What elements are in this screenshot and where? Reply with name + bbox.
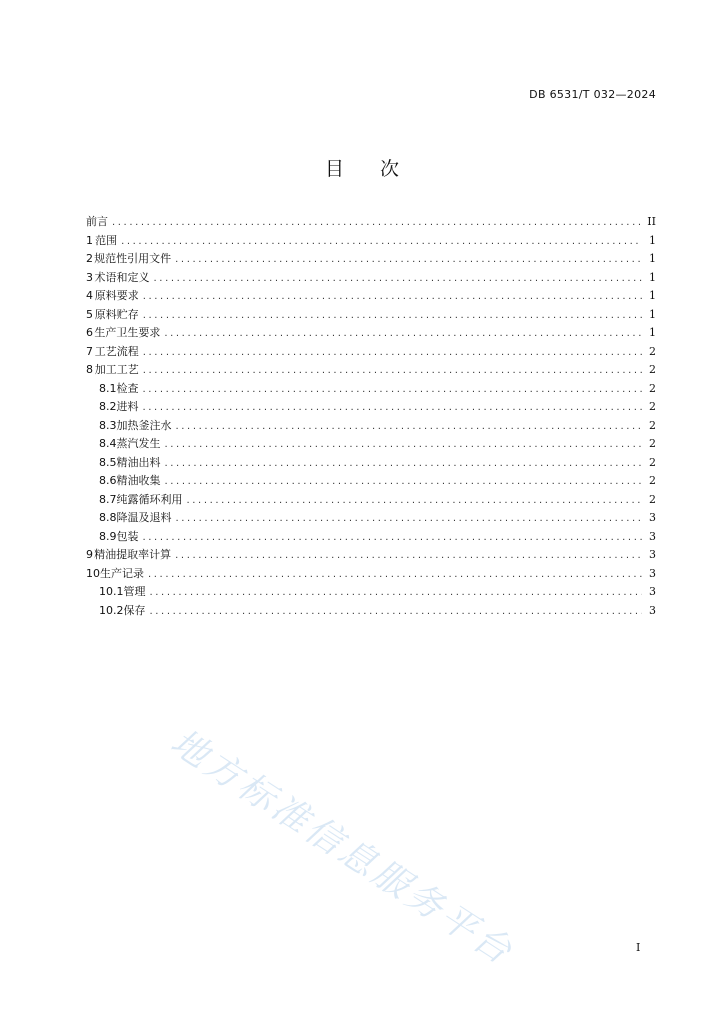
toc-dot-leader (150, 584, 643, 602)
toc-entry-page: 3 (649, 529, 656, 543)
toc-entry-label: 原料要求 (94, 289, 139, 302)
toc-entry[interactable] (86, 528, 656, 547)
toc-entry-page: 3 (649, 585, 656, 598)
toc-entry[interactable] (86, 250, 656, 269)
toc-title-char-2: 次 (380, 158, 400, 180)
toc-entry-number: 10.1 (99, 585, 124, 598)
toc-entry-label: 术语和定义 (94, 270, 150, 284)
toc-entry[interactable] (86, 361, 656, 380)
toc-entry-number: 8.8 (99, 511, 117, 524)
toc-entry[interactable] (86, 287, 656, 306)
toc-entry-label: 范围 (95, 233, 118, 247)
toc-entry-label: 前言 (86, 215, 108, 228)
toc-dot-leader (165, 436, 643, 454)
toc-entry-number: 8.1 (99, 381, 117, 395)
toc-entry-label: 原料贮存 (94, 307, 139, 321)
page-number: I (636, 941, 641, 954)
toc-entry-number: 8.6 (99, 474, 117, 487)
toc-entry-number: 8.3 (99, 418, 117, 432)
toc-entry-page: 3 (649, 566, 656, 580)
toc-entry-number: 8 (86, 363, 93, 376)
toc-entry-number: 6 (86, 326, 93, 339)
toc-entry-label: 进料 (116, 400, 139, 413)
toc-entry-label: 精油提取率计算 (94, 548, 172, 561)
toc-dot-leader (154, 270, 642, 288)
toc-entry-label: 纯露循环利用 (116, 492, 183, 506)
toc-entry-page: 1 (649, 233, 656, 247)
toc-entry-number: 2 (86, 252, 93, 265)
toc-entry-page: 2 (649, 437, 656, 450)
toc-entry[interactable] (86, 269, 656, 288)
table-of-contents (86, 213, 656, 620)
toc-dot-leader (187, 492, 643, 510)
toc-entry-number: 8.2 (99, 400, 117, 413)
toc-entry-label: 蒸汽发生 (116, 437, 161, 450)
toc-dot-leader (143, 381, 643, 399)
toc-entry-label: 检查 (116, 381, 139, 395)
toc-entry-number: 8.9 (99, 529, 117, 543)
toc-entry[interactable] (86, 509, 656, 528)
toc-entry-page: 2 (649, 363, 656, 376)
toc-entry-page: 2 (649, 400, 656, 413)
toc-entry[interactable] (86, 454, 656, 473)
toc-entry-number: 1 (86, 233, 93, 247)
toc-title-char-1: 目 (324, 158, 344, 180)
toc-entry[interactable] (86, 435, 656, 454)
toc-entry[interactable] (86, 546, 656, 565)
toc-dot-leader (121, 233, 642, 251)
toc-dot-leader (143, 362, 642, 380)
toc-dot-leader (175, 251, 642, 269)
toc-entry[interactable] (86, 213, 656, 232)
toc-entry-page: 2 (649, 381, 656, 395)
toc-dot-leader (143, 307, 642, 325)
toc-entry-number: 10.2 (99, 603, 124, 617)
toc-entry[interactable] (86, 491, 656, 510)
toc-entry[interactable] (86, 472, 656, 491)
toc-entry-page: 1 (649, 289, 656, 302)
toc-entry-page: II (647, 215, 656, 228)
toc-entry-label: 生产记录 (100, 566, 144, 580)
toc-entry-label: 规范性引用文件 (94, 252, 172, 265)
toc-entry-number: 8.4 (99, 437, 117, 450)
toc-entry-page: 3 (649, 548, 656, 561)
toc-entry-page: 3 (649, 511, 656, 524)
toc-dot-leader (175, 547, 642, 565)
toc-entry[interactable] (86, 324, 656, 343)
toc-entry-number: 8.7 (99, 492, 117, 506)
toc-entry-label: 加工工艺 (94, 363, 139, 376)
toc-entry-page: 2 (649, 344, 656, 358)
watermark: 地方标准信息服务平台 (163, 721, 522, 974)
toc-entry-label: 管理 (123, 585, 146, 598)
toc-entry[interactable] (86, 417, 656, 436)
toc-entry-number: 8.5 (99, 455, 117, 469)
toc-entry-page: 2 (649, 492, 656, 506)
toc-dot-leader (112, 214, 642, 232)
toc-title (0, 154, 724, 181)
toc-entry-page: 1 (649, 252, 656, 265)
toc-entry-page: 2 (649, 455, 656, 469)
toc-entry-label: 降温及退料 (116, 511, 172, 524)
toc-entry-number: 4 (86, 289, 93, 302)
toc-dot-leader (164, 325, 642, 343)
toc-dot-leader (148, 566, 642, 584)
toc-entry-label: 保存 (123, 603, 146, 617)
toc-dot-leader (143, 529, 643, 547)
toc-dot-leader (143, 344, 642, 362)
toc-entry[interactable] (86, 380, 656, 399)
toc-entry-page: 3 (649, 603, 656, 617)
toc-dot-leader (176, 510, 643, 528)
toc-entry-label: 生产卫生要求 (94, 326, 161, 339)
toc-dot-leader (176, 418, 643, 436)
toc-entry[interactable] (86, 398, 656, 417)
toc-entry[interactable] (86, 343, 656, 362)
toc-dot-leader (165, 455, 643, 473)
toc-entry-label: 工艺流程 (94, 344, 139, 358)
toc-entry-page: 1 (649, 307, 656, 321)
toc-entry[interactable] (86, 565, 656, 584)
toc-entry-page: 2 (649, 474, 656, 487)
toc-entry-number: 7 (86, 344, 93, 358)
document-code: DB 6531/T 032—2024 (529, 88, 656, 101)
toc-entry-number: 9 (86, 548, 93, 561)
toc-entry-page: 2 (649, 418, 656, 432)
toc-entry-label: 包装 (116, 529, 139, 543)
toc-entry-label: 加热釜注水 (116, 418, 172, 432)
toc-dot-leader (150, 603, 643, 621)
toc-entry-page: 1 (649, 270, 656, 284)
toc-entry-number: 3 (86, 270, 93, 284)
toc-dot-leader (165, 473, 643, 491)
toc-entry-number: 10 (86, 566, 100, 580)
toc-entry-number: 5 (86, 307, 93, 321)
toc-entry[interactable] (86, 583, 656, 602)
toc-entry-label: 精油收集 (116, 474, 161, 487)
toc-dot-leader (143, 399, 643, 417)
toc-entry-label: 精油出料 (116, 455, 161, 469)
toc-dot-leader (143, 288, 642, 306)
toc-entry-page: 1 (649, 326, 656, 339)
toc-entry[interactable] (86, 602, 656, 621)
toc-entry[interactable] (86, 306, 656, 325)
toc-entry[interactable] (86, 232, 656, 251)
